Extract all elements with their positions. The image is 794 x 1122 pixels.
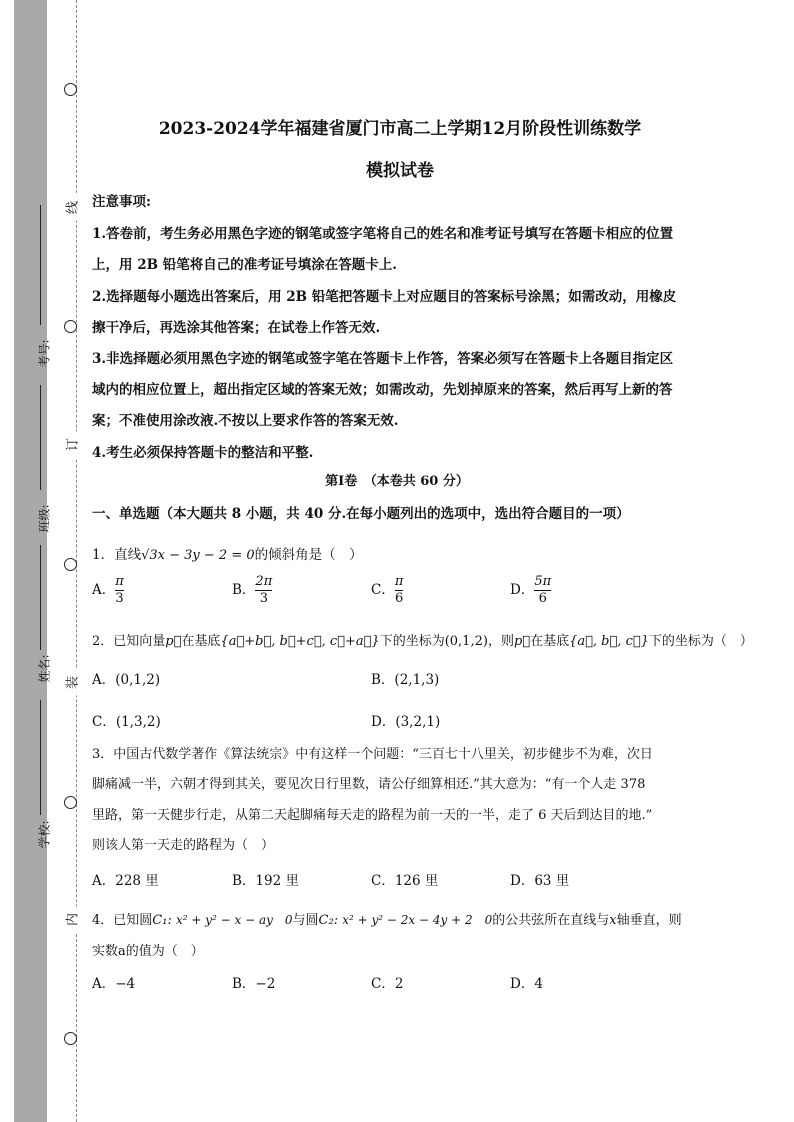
- q4-var-a: a: [118, 944, 126, 959]
- name-line: [40, 545, 41, 650]
- notice-item-4: 4.考生必须保持答题卡的整洁和平整.: [92, 445, 314, 461]
- q3-line-2: 脚痛减一半，六朝才得到其关，要见次日行里数，请公仔细算相还.”其大意为：“有一个人走 378: [92, 777, 646, 792]
- q1-prefix: 1．直线: [92, 547, 142, 563]
- notice-item-3a: 3.非选择题必须用黑色字迹的钢笔或签字笔在答题卡上作答，答案必须写在答题卡上各题目指定区: [92, 351, 674, 367]
- option-value: 4: [534, 976, 543, 992]
- q1-option-a[interactable]: [92, 574, 124, 607]
- q2-coordinate: (0,1,2): [444, 634, 488, 649]
- frac-den: 3: [255, 590, 272, 607]
- option-letter: B．: [232, 873, 256, 889]
- question-1: [92, 543, 363, 563]
- name-label: 姓名:: [37, 654, 52, 683]
- question-4: [92, 909, 682, 928]
- side-char-xian: 线: [62, 195, 81, 221]
- option-letter: C．: [92, 714, 116, 730]
- page-subtitle: 模拟试卷: [366, 161, 434, 181]
- option-letter: B．: [371, 672, 395, 688]
- q1-option-c[interactable]: [371, 574, 403, 607]
- notice-item-1a: 1.答卷前，考生务必用黑色字迹的钢笔或签字笔将自己的姓名和准考证号填写在答题卡相应的位置: [92, 226, 674, 242]
- option-value: 2: [394, 976, 404, 992]
- q3-option-c[interactable]: [371, 869, 438, 889]
- frac-den: 3: [115, 591, 124, 606]
- q2-option-c[interactable]: [92, 710, 161, 730]
- binding-strip: [14, 0, 47, 1122]
- q4-circle-2: C₂:: [318, 913, 339, 928]
- q4-option-a[interactable]: [92, 972, 135, 992]
- q1-option-b[interactable]: [232, 574, 272, 607]
- class-label: 班级:: [37, 504, 52, 533]
- q2-text: 下的坐标为（ ）: [648, 634, 753, 649]
- binding-hole: [64, 83, 77, 96]
- q4-equation-2: x² + y² − 2x − 4y + 2 0: [342, 913, 493, 927]
- q4-option-b[interactable]: [232, 972, 275, 992]
- q4-text: 实数: [92, 944, 119, 959]
- option-value: 192 里: [255, 873, 299, 889]
- option-letter: C．: [371, 873, 395, 889]
- option-value: (1,3,2): [115, 714, 161, 730]
- q4-text: 与圆: [292, 913, 319, 928]
- option-value: 126 里: [394, 873, 439, 889]
- q4-option-d[interactable]: [510, 972, 543, 992]
- notice-item-2b: 擦干净后，再选涂其他答案；在试卷上作答无效.: [92, 320, 381, 336]
- option-value: 228 里: [115, 873, 159, 889]
- option-letter: A．: [92, 582, 116, 598]
- q3-option-b[interactable]: [232, 869, 299, 889]
- notice-item-2a: 2.选择题每小题选出答案后，用 2B 铅笔把答题卡上对应题目的答案标号涂黑；如需改动，用橡皮: [92, 289, 677, 305]
- option-letter: A．: [92, 672, 116, 688]
- q2-text: ，则: [487, 634, 514, 649]
- q3-option-d[interactable]: [510, 869, 569, 889]
- class-line: [40, 385, 41, 490]
- notice-item-3c: 案；不准使用涂改液.不按以上要求作答的答案无效.: [92, 413, 399, 429]
- q2-option-a[interactable]: [92, 668, 160, 688]
- frac-num: π: [394, 574, 404, 589]
- option-value: −4: [115, 976, 136, 992]
- option-value: 63 里: [534, 873, 570, 889]
- side-char-zhuang: 装: [62, 670, 81, 696]
- page-title: 2023-2024学年福建省厦门市高二上学期12月阶段性训练数学: [158, 119, 642, 139]
- option-letter: B．: [232, 976, 256, 992]
- q1-expr: √3x − 3y − 2 = 0: [141, 548, 255, 563]
- q4-text: 的公共弦所在直线与: [492, 913, 610, 928]
- q3-line-4: 则该人第一天走的路程为（ ）: [92, 838, 275, 853]
- q2-basis-1: {a⃗+b⃗, b⃗+c⃗, c⃗+a⃗}: [220, 634, 380, 649]
- section-heading: 一、单选题（本大题共 8 小题，共 40 分.在每小题列出的选项中，选出符合题目的一项）: [92, 506, 630, 522]
- q3-line-3: 里路，第一天健步行走，从第二天起脚痛每天走的路程为前一天的一半，走了 6 天后到达目的地.”: [92, 808, 653, 823]
- q4-var-x: x: [609, 913, 617, 928]
- option-value: (3,2,1): [395, 714, 441, 730]
- option-letter: A．: [92, 873, 116, 889]
- exam-no-label: 考号:: [37, 339, 52, 368]
- q2-vector-p: p⃗: [513, 634, 531, 649]
- q2-vector-p: p⃗: [165, 634, 182, 649]
- question-2: [92, 630, 753, 649]
- q4-equation-1: x² + y² − x − ay 0: [175, 913, 293, 927]
- binding-hole: [64, 558, 77, 571]
- option-letter: D．: [510, 582, 535, 598]
- q1-suffix: 的倾斜角是（ ）: [254, 547, 363, 563]
- exam-no-line: [40, 205, 41, 325]
- option-letter: C．: [371, 582, 395, 598]
- frac-num: π: [115, 574, 124, 589]
- option-letter: D．: [510, 976, 535, 992]
- q2-option-d[interactable]: [371, 710, 440, 730]
- q4-circle-1: C₁:: [152, 913, 172, 928]
- frac-num: 5π: [534, 574, 552, 589]
- frac-den: 6: [394, 591, 404, 606]
- q2-basis-2: {a⃗, b⃗, c⃗}: [569, 634, 649, 649]
- q2-text: 在基底: [181, 634, 221, 649]
- q1-option-d[interactable]: [510, 574, 551, 607]
- option-value: (2,1,3): [394, 672, 440, 688]
- side-char-nei: 内: [62, 907, 81, 933]
- q4-option-c[interactable]: [371, 972, 403, 992]
- option-letter: D．: [371, 714, 396, 730]
- question-4-line-2: [92, 940, 204, 959]
- q3-option-a[interactable]: [92, 869, 159, 889]
- frac-den: 6: [534, 590, 551, 607]
- option-letter: C．: [371, 976, 395, 992]
- option-letter: B．: [232, 582, 256, 598]
- q4-text: 的值为（ ）: [125, 944, 204, 959]
- option-value: −2: [255, 976, 276, 992]
- binding-hole: [64, 796, 77, 809]
- option-letter: A．: [92, 976, 116, 992]
- q2-text: 下的坐标为: [379, 634, 445, 649]
- notice-item-3b: 域内的相应位置上，超出指定区域的答案无效；如需改动，先划掉原来的答案，然后再写上新的答: [92, 382, 673, 398]
- option-letter: D．: [510, 873, 535, 889]
- binding-hole: [64, 1032, 77, 1045]
- side-char-ding: 订: [62, 432, 81, 458]
- frac-num: 2π: [255, 574, 273, 589]
- q4-text: 轴垂直，则: [616, 913, 682, 928]
- q2-option-b[interactable]: [371, 668, 439, 688]
- notice-item-1b: 上，用 2B 铅笔将自己的准考证号填涂在答题卡上.: [92, 257, 397, 273]
- q2-text: 在基底: [530, 634, 570, 649]
- option-value: (0,1,2): [115, 672, 161, 688]
- q2-text: 2．已知向量: [92, 634, 166, 649]
- school-line: [40, 700, 41, 815]
- part-heading: 第Ⅰ卷 （本卷共 60 分）: [325, 474, 469, 489]
- binding-hole: [64, 320, 77, 333]
- q3-line-1: 3．中国古代数学著作《算法统宗》中有这样一个问题：“三百七十八里关，初步健步不为难，次日: [92, 747, 653, 762]
- q4-text: 4．已知圆: [92, 913, 153, 928]
- notice-heading: 注意事项:: [92, 194, 151, 210]
- school-label: 学校:: [37, 820, 52, 849]
